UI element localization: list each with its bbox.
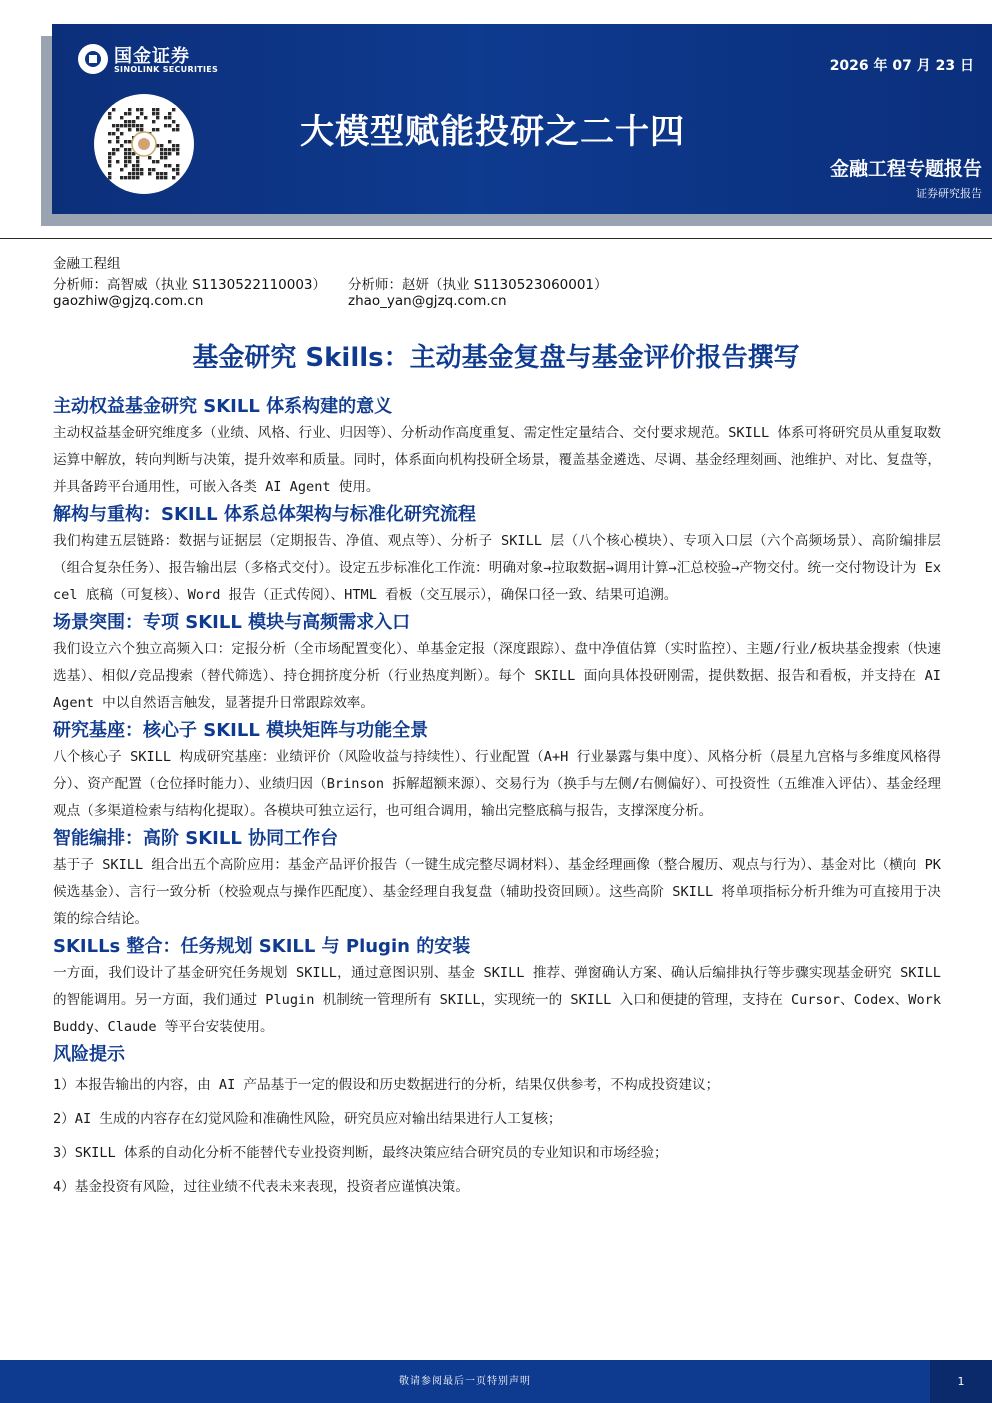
footer-disclaimer[interactable]: 敬请参阅最后一页特别声明 — [399, 1376, 531, 1387]
company-logo — [78, 42, 238, 78]
analyst-2: 分析师：赵妍（执业 S1130523060001） — [348, 277, 608, 293]
series-title: 大模型赋能投研之二十四 — [300, 112, 685, 152]
risk-item: 4）基金投资有风险，过往业绩不代表未来表现，投资者应谨慎决策。 — [53, 1179, 469, 1195]
section-heading-scenarios: 场景突围：专项 SKILL 模块与高频需求入口 — [53, 612, 411, 633]
team-name: 金融工程组 — [53, 256, 121, 272]
section-body-core-modules: 八个核心子 SKILL 构成研究基座：业绩评价（风险收益与持续性）、行业配置（A+H 行业暴露与集中度）、风格分析（晨星九宫格与多维度风格得分）、资产配置（仓位择时能力）、业绩归因（Brinson 拆解超额来源）、交易行为（换手与左侧/右侧偏好）、可投资性（五维准入评估）、基金经理观点（多渠道检索与结构化提取）。各模块可独立运行，也可组合调用，输出完整底稿与报告，支撑深度分析。 — [53, 749, 941, 819]
section-body-scenarios: 我们设立六个独立高频入口：定报分析（全市场配置变化）、单基金定报（深度跟踪）、盘中净值估算（实时监控）、主题/行业/板块基金搜索（快速选基）、相似/竞品搜索（替代筛选）、持仓拥挤度分析（行业热度判断）。每个 SKILL 面向具体投研刚需，提供数据、报告和看板，并支持在 AI Agent 中以自然语言触发，显著提升日常跟踪效率。 — [53, 641, 941, 711]
section-body-significance: 主动权益基金研究维度多（业绩、风格、行业、归因等）、分析动作高度重复、需定性定量结合、交付要求规范。SKILL 体系可将研究员从重复取数运算中解放，转向判断与决策，提升效率和质量。同时，体系面向机构投研全场景，覆盖基金遴选、尽调、基金经理刻画、池维护、对比、复盘等，并具备跨平台通用性，可嵌入各类 AI Agent 使用。 — [53, 425, 941, 495]
section-body-architecture: 我们构建五层链路：数据与证据层（定期报告、净值、观点等）、分析子 SKILL 层（八个核心模块）、专项入口层（六个高频场景）、高阶编排层（组合复杂任务）、报告输出层（多格式交付）。设定五步标准化工作流：明确对象→拉取数据→调用计算→汇总校验→产物交付。统一交付物设计为 Excel 底稿（可复核）、Word 报告（正式传阅）、HTML 看板（交互展示），确保口径一致、结果可追溯。 — [53, 533, 941, 603]
section-body-plugin: 一方面，我们设计了基金研究任务规划 SKILL，通过意图识别、基金 SKILL 推荐、弹窗确认方案、确认后编排执行等步骤实现基金研究 SKILL 的智能调用。另一方面，我们通过 Plugin 机制统一管理所有 SKILL，实现统一的 SKILL 入口和便捷的管理，支持在 Cursor、Codex、WorkBuddy、Claude 等平台安装使用。 — [53, 965, 941, 1035]
risk-heading: 风险提示 — [53, 1044, 125, 1065]
qr-code-icon — [94, 94, 194, 194]
section-body-orchestration: 基于子 SKILL 组合出五个高阶应用：基金产品评价报告（一键生成完整尽调材料）、基金经理画像（整合履历、观点与行为）、基金对比（横向 PK 候选基金）、言行一致分析（校验观点与操作匹配度）、基金经理自我复盘（辅助投资回顾）。这些高阶 SKILL 将单项指标分析升维为可直接用于决策的综合结论。 — [53, 857, 941, 927]
analyst-1: 分析师：高智威（执业 S1130522110003） — [53, 277, 327, 293]
section-heading-significance: 主动权益基金研究 SKILL 体系构建的意义 — [53, 396, 393, 417]
analyst-1-email[interactable]: gaozhiw@gjzq.com.cn — [53, 293, 204, 309]
report-subtype: 证券研究报告 — [916, 187, 982, 200]
section-heading-core-modules: 研究基座：核心子 SKILL 模块矩阵与功能全景 — [53, 720, 429, 741]
report-title: 基金研究 Skills：主动基金复盘与基金评价报告撰写 — [192, 343, 800, 373]
page-number: 1 — [930, 1360, 992, 1403]
report-date: 2026 年 07 月 23 日 — [829, 58, 974, 74]
header-divider — [0, 238, 992, 239]
section-heading-orchestration: 智能编排：高阶 SKILL 协同工作台 — [53, 828, 339, 849]
section-heading-architecture: 解构与重构：SKILL 体系总体架构与标准化研究流程 — [53, 504, 476, 525]
logo-en-text: SINOLINK SECURITIES — [114, 65, 219, 74]
risk-item: 1）本报告输出的内容，由 AI 产品基于一定的假设和历史数据进行的分析，结果仅供参考，不构成投资建议； — [53, 1077, 720, 1093]
section-heading-plugin: SKILLs 整合：任务规划 SKILL 与 Plugin 的安装 — [53, 936, 471, 957]
page-footer — [0, 1360, 930, 1403]
risk-item: 3）SKILL 体系的自动化分析不能替代专业投资判断，最终决策应结合研究员的专业知识和市场经验； — [53, 1145, 668, 1161]
sinolink-logo-icon — [78, 44, 108, 74]
report-type: 金融工程专题报告 — [829, 158, 982, 180]
report-body — [53, 394, 941, 1204]
risk-item: 2）AI 生成的内容存在幻觉风险和准确性风险，研究员应对输出结果进行人工复核； — [53, 1111, 562, 1127]
analyst-2-email[interactable]: zhao_yan@gjzq.com.cn — [348, 293, 507, 309]
logo-cn-text: 国金证券 — [114, 46, 190, 67]
